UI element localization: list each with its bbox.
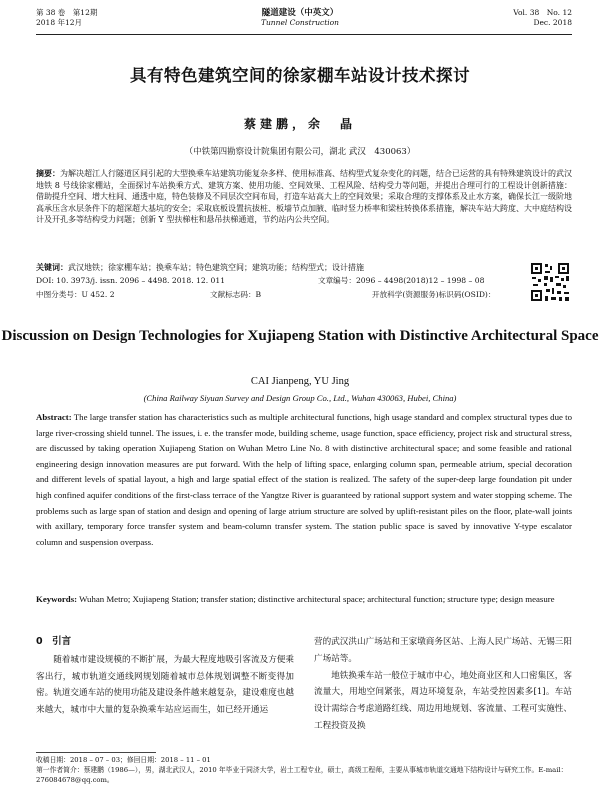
date-cn: 2018 年12月 xyxy=(36,18,83,27)
section-heading-intro: 0 引言 xyxy=(36,636,72,647)
intro-paragraph-1: 随着城市建设规模的不断扩展，为最大程度地吸引客流及方便乘客出行，城市轨道交通线网规划随着城市总体规划调整不断变得加密。轨道交通车站的使用功能及建设条件越来越复杂，建设难度也越来越大，城市中大量的复杂换乘车站应运而生，如已经开通运 xyxy=(36,654,294,716)
body-column-right xyxy=(314,634,572,735)
volume-en: Vol. 38 No. 12 xyxy=(513,8,572,17)
abstract-en xyxy=(36,410,572,550)
authors-cn: 蔡建鹏，余 晶 xyxy=(243,117,356,131)
keywords-en-label: Keywords: xyxy=(36,594,78,604)
date-en: Dec. 2018 xyxy=(533,18,572,27)
intro-paragraph-2: 地铁换乘车站一般位于城市中心，地处商业区和人口密集区，客流量大，用地空间紧张，周边环境复杂，车站受控因素多[1]。车站设计需综合考虑道路红线、周边用地规划、客流量、工程可实施性、工程投资及换 xyxy=(314,670,572,731)
doi[interactable]: DOI: 10. 3973/j. issn. 2096 – 4498. 2018. 12. 011 xyxy=(36,276,226,285)
footnote-rule xyxy=(36,752,156,753)
document-code: 文献标志码：B xyxy=(210,290,262,299)
abstract-en-label: Abstract: xyxy=(36,412,72,422)
intro-paragraph-1-continued: 营的武汉洪山广场站和王家墩商务区站、上海人民广场站、无锡三阳广场站等。 xyxy=(314,637,572,664)
paper-title-en: Discussion on Design Technologies for Xujiapeng Station with Distinctive Architectural Space xyxy=(1,328,599,344)
abstract-cn-label: 摘要： xyxy=(36,168,60,178)
body-column-left xyxy=(36,634,294,719)
keywords-en xyxy=(36,592,572,608)
keywords-en-text: Wuhan Metro; Xujiapeng Station; transfer station; distinctive architectural space; architectural function; structure type; design measure xyxy=(79,594,555,604)
paper-title-cn: 具有特色建筑空间的徐家棚车站设计技术探讨 xyxy=(130,66,470,85)
clc-number: 中图分类号：U 452. 2 xyxy=(36,290,115,299)
footnote-received: 收稿日期：2018 – 07 – 03；修回日期：2018 – 11 – 01 xyxy=(36,756,211,764)
authors-en: CAI Jianpeng, YU Jing xyxy=(250,376,350,387)
footnote-author-info: 第一作者简介：蔡建鹏（1986—），男，湖北武汉人，2010 年毕业于同济大学，岩土工程专业，硕士，高级工程师，主要从事城市轨道交通地下结构设计与研究工作。E-mail：276084678@qq.com。 xyxy=(36,766,568,784)
volume-cn: 第 38 卷 第12期 xyxy=(36,8,98,17)
affiliation-en: (China Railway Siyuan Survey and Design Group Co., Ltd., Wuhan 430063, Hubei, China) xyxy=(143,393,457,403)
keywords-cn xyxy=(36,262,572,274)
header-left xyxy=(36,8,196,28)
header-right xyxy=(460,8,572,28)
journal-name-en: Tunnel Construction xyxy=(260,18,340,27)
article-number: 文章编号：2096 – 4498(2018)12 – 1998 – 08 xyxy=(318,276,485,285)
abstract-en-text: The large transfer station has characteristics such as multiple architectural functions, high usage standard and complex structural types due to large river-crossing shield tunnel. The issues, i. e. the transfer mode, building scheme, usage function, space efficiency, project risk and structural stress, are discussed by taking operation Xujiapeng Station on Wuhan Metro Line No. 8 with distinctive architectural space; and some feasible and rational engineering design innovation measures are put forward. With the help of lifting space, enlarging column span, permeable atrium, special decoration and different levels of spatial layout, a high and large spatial effect of the station is realized. The safety of the super-deep large foundation pit under high confined aquifer conditions of the first-class terrace of the Yangtze River is guaranteed by rational support system and water stopping scheme. The problems such as large span of station and design and opening of large atrium structure are solved by uplift-resistant piles on the floor, plate-wall joints with axillary, temporary force transfer system and beam-column transfer system. The station public space is saved by innovative Y-type escalator column and suspension overpass. xyxy=(36,412,572,547)
affiliation-cn: （中铁第四勘察设计院集团有限公司，湖北 武汉 430063） xyxy=(184,147,416,157)
qr-code-icon[interactable] xyxy=(530,262,570,302)
abstract-cn xyxy=(36,168,572,226)
keywords-cn-text: 武汉地铁；徐家棚车站；换乘车站；特色建筑空间；建筑功能；结构型式；设计措施 xyxy=(68,263,364,272)
keywords-cn-label: 关键词： xyxy=(36,262,68,272)
abstract-cn-text: 为解决超江人行隧道区间引起的大型换乘车站建筑功能复杂多样、使用标准高、结构型式复杂变化的问题，结合已运营的具有特殊建筑设计的武汉地铁 8 号线徐家棚站，全面探讨车站换乘方式、建筑方案、使用功能、空间效果、工程风险、结构受力等问题，并提出合理可行的工程设计创新措施：借助提升空间、增大柱间、通透中庭，特色装修及不同层次空间布局，打造车站高大上的空间效果；采取合理的支撑体系及止水方案，确保长江一级阶地高承压含水层条件下的超深超大基坑的安全；采取底板设置抗拔桩、板墙节点加腋、临时竖力桥率和梁柱转换体系措施，解决车站大跨度、大中庭结构设计及开孔多等结构受力问题；创新 Y 型扶梯柱和悬吊扶梯通道，节约站内公共空间。 xyxy=(36,169,572,224)
journal-name-cn: 隧道建设（中英文） xyxy=(261,8,339,18)
osid-label: 开放科学(资源服务)标识码(OSID)： xyxy=(372,290,496,299)
header-rule xyxy=(36,34,572,35)
header-center xyxy=(200,8,400,28)
footnote xyxy=(36,755,572,785)
